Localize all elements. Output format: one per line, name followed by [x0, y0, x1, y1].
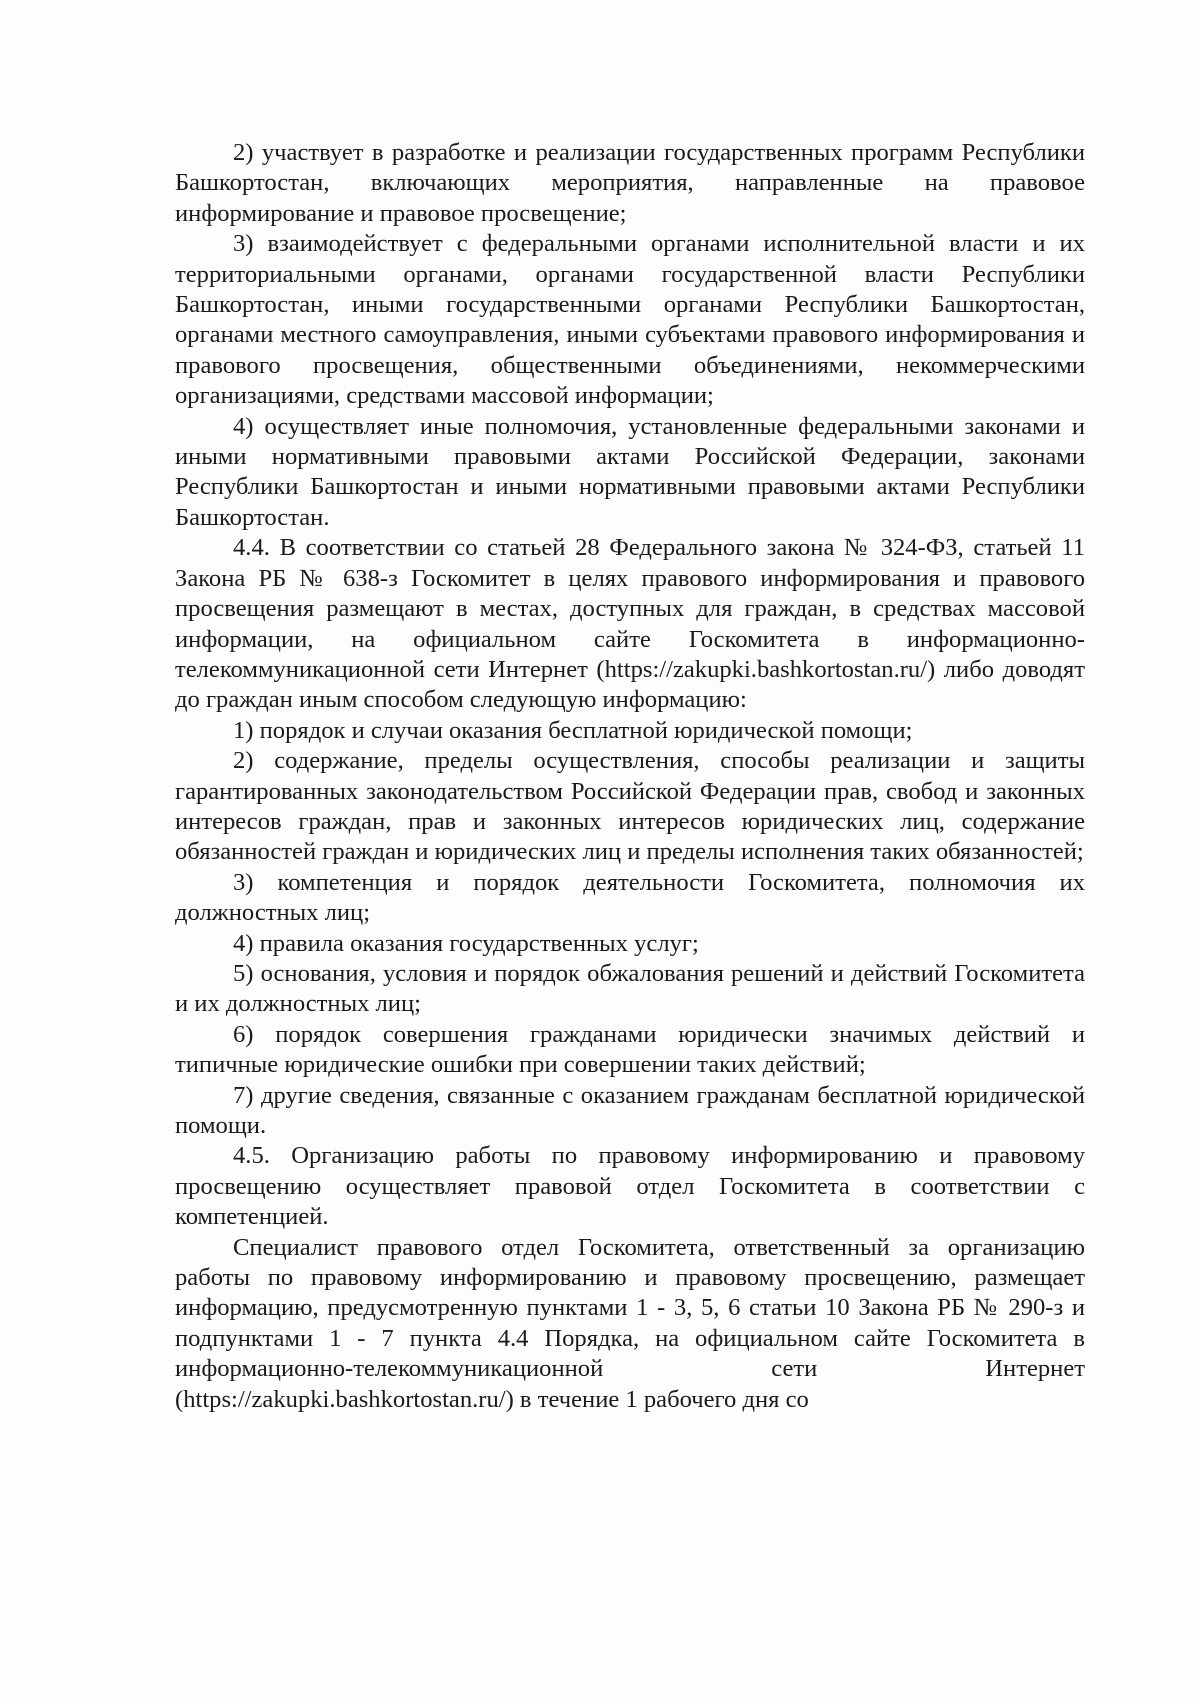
paragraph-specialist: Специалист правового отдел Госкомитета, ответственный за организацию работы по правовому информированию и правовому просвещению, размещает информацию, предусмотренную пунктами 1 - 3, 5, 6 статьи 10 Закона РБ № 290-з и подпунктами 1 - 7 пункта 4.4 Порядка, на официальном сайте Госкомитета в информационно-телекоммуникационной сети Интернет (https://zakupki.bashkortostan.ru/) в течение 1 рабочего дня со — [175, 1233, 1085, 1413]
paragraph-info-item-7: 7) другие сведения, связанные с оказанием гражданам бесплатной юридической помощи. — [175, 1081, 1085, 1139]
paragraph-item-2-participation: 2) участвует в разработке и реализации государственных программ Республики Башкортостан, включающих мероприятия, направленные на правовое информирование и правовое просвещение; — [175, 139, 1085, 227]
paragraph-clause-4-5: 4.5. Организацию работы по правовому информированию и правовому просвещению осуществляет правовой отдел Госкомитета в соответствии с компетенцией. — [175, 1142, 1085, 1231]
paragraph-info-item-2: 2) содержание, пределы осуществления, способы реализации и защиты гарантированных законодательством Российской Федерации прав, свобод и законных интересов граждан, прав и законных интересов юридических лиц, содержание обязанностей граждан и юридических лиц и пределы исполнения таких обязанностей; — [175, 747, 1085, 866]
document-body — [175, 138, 1085, 1415]
paragraph-item-4-other-powers: 4) осуществляет иные полномочия, установленные федеральными законами и иными нормативными правовыми актами Российской Федерации, законами Республики Башкортостан и иными нормативными правовыми актами Республики Башкортостан. — [175, 412, 1085, 531]
paragraph-item-3-interaction: 3) взаимодействует с федеральными органами исполнительной власти и их территориальными органами, органами государственной власти Республики Башкортостан, иными государственными органами Республики Башкортостан, органами местного самоуправления, иными субъектами правового информирования и правового просвещения, общественными объединениями, некоммерческими организациями, средствами массовой информации; — [175, 230, 1085, 410]
paragraph-info-item-3: 3) компетенция и порядок деятельности Госкомитета, полномочия их должностных лиц; — [175, 868, 1085, 927]
paragraph-info-item-5: 5) основания, условия и порядок обжалования решений и действий Госкомитета и их должностных лиц; — [175, 959, 1085, 1018]
paragraph-clause-4-4: 4.4. В соответствии со статьей 28 Федерального закона № 324-ФЗ, статьей 11 Закона РБ № 638-з Госкомитет в целях правового информирования и правового просвещения размещают в местах, доступных для граждан, в средствах массовой информации, на официальном сайте Госкомитета в информационно-телекоммуникационной сети Интернет (https://zakupki.bashkortostan.ru/) либо доводят до граждан иным способом следующую информацию: — [175, 534, 1085, 714]
paragraph-info-item-6: 6) порядок совершения гражданами юридически значимых действий и типичные юридические ошибки при совершении таких действий; — [175, 1020, 1085, 1079]
paragraph-info-item-4: 4) правила оказания государственных услуг; — [233, 929, 699, 957]
paragraph-info-item-1: 1) порядок и случаи оказания бесплатной юридической помощи; — [233, 716, 913, 744]
